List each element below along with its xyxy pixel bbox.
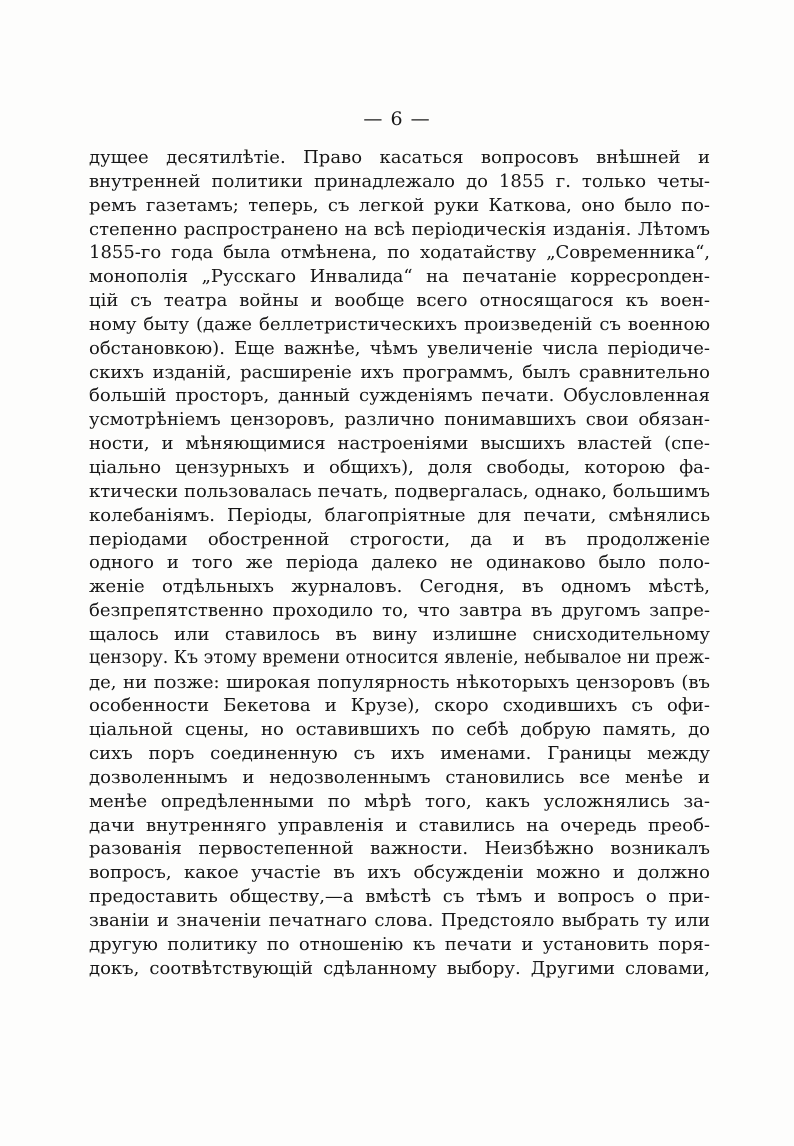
text-line: щалось или ставилось въ вину излишне снисходительному	[89, 623, 710, 645]
page-number: — 6 —	[363, 108, 431, 130]
text-line: дачи внутренняго управленія и ставились на очередь преоб-	[89, 814, 710, 836]
text-line: внутренней политики принадлежало до 1855 г. только четы-	[89, 170, 710, 192]
text-line: де, ни позже: широкая популярность нѣкоторыхъ цензоровъ (въ	[89, 671, 710, 693]
text-line: безпрепятственно проходило то, что завтра въ другомъ запре-	[89, 600, 710, 622]
text-line: ности, и мѣняющимися настроеніями высшихъ властей (спе-	[89, 433, 710, 455]
text-line: цій съ театра войны и вообще всего относящагося къ воен-	[89, 290, 710, 312]
text-line: усмотрѣніемъ цензоровъ, различно понимавшихъ свои обязан-	[89, 409, 710, 431]
text-line: женіе отдѣльныхъ журналовъ. Сегодня, въ одномъ мѣстѣ,	[89, 576, 710, 598]
text-line: дозволеннымъ и недозволеннымъ становились все менѣе и	[89, 766, 710, 788]
text-line: обстановкою). Еще важнѣе, чѣмъ увеличеніе числа періодиче-	[89, 337, 710, 359]
body-text	[89, 146, 710, 981]
text-line: менѣе опредѣленными по мѣрѣ того, какъ усложнялись за-	[89, 790, 710, 812]
text-line: ктически пользовалась печать, подвергалась, однако, большимъ	[89, 480, 710, 502]
text-line: сихъ поръ соединенную съ ихъ именами. Границы между	[89, 743, 710, 765]
text-line: ціально цензурныхъ и общихъ), доля свободы, которою фа-	[89, 456, 710, 478]
text-line: монополія „Русскаго Инвалида“ на печатаніе корресponден-	[89, 266, 710, 288]
text-line: званіи и значеніи печатнаго слова. Предстояло выбрать ту или	[89, 910, 710, 931]
text-line: большій просторъ, данный сужденіямъ печати. Обусловленная	[89, 385, 710, 407]
text-line: докъ, соотвѣтствующій сдѣланному выбору. Другими словами,	[89, 957, 710, 979]
text-line: цензору. Къ этому времени относится явленіе, небывалое ни преж-	[89, 647, 710, 668]
text-line: ремъ газетамъ; теперь, съ легкой руки Каткова, оно было по-	[89, 194, 710, 216]
text-line: періодами обостренной строгости, да и въ продолженіе	[89, 528, 710, 550]
text-line: колебаніямъ. Періоды, благопріятные для печати, смѣнялись	[89, 504, 710, 526]
text-line: 1855-го года была отмѣнена, по ходатайству „Современника“,	[89, 242, 710, 264]
text-line: другую политику по отношенію къ печати и установить поря-	[89, 933, 710, 955]
text-line: степенно распространено на всѣ періодическія изданія. Лѣтомъ	[89, 218, 710, 240]
text-line: особенности Бекетова и Крузе), скоро сходившихъ съ офи-	[89, 695, 710, 717]
text-line: дущее десятилѣтіе. Право касаться вопросовъ внѣшней и	[89, 147, 710, 168]
text-line: вопросъ, какое участіе въ ихъ обсужденіи можно и должно	[89, 862, 710, 884]
text-line: одного и того же періода далеко не одинаково было поло-	[89, 552, 710, 574]
text-line: ному быту (даже беллетристическихъ произведеній съ военною	[89, 313, 710, 335]
text-line: разованія первостепенной важности. Неизбѣжно возникалъ	[89, 838, 710, 860]
text-line: скихъ изданій, расширеніе ихъ программъ, былъ сравнительно	[89, 361, 710, 383]
text-line: ціальной сцены, но оставившихъ по себѣ добрую память, до	[89, 719, 710, 741]
text-line: предоставить обществу,—а вмѣстѣ съ тѣмъ и вопросъ о при-	[89, 886, 710, 908]
